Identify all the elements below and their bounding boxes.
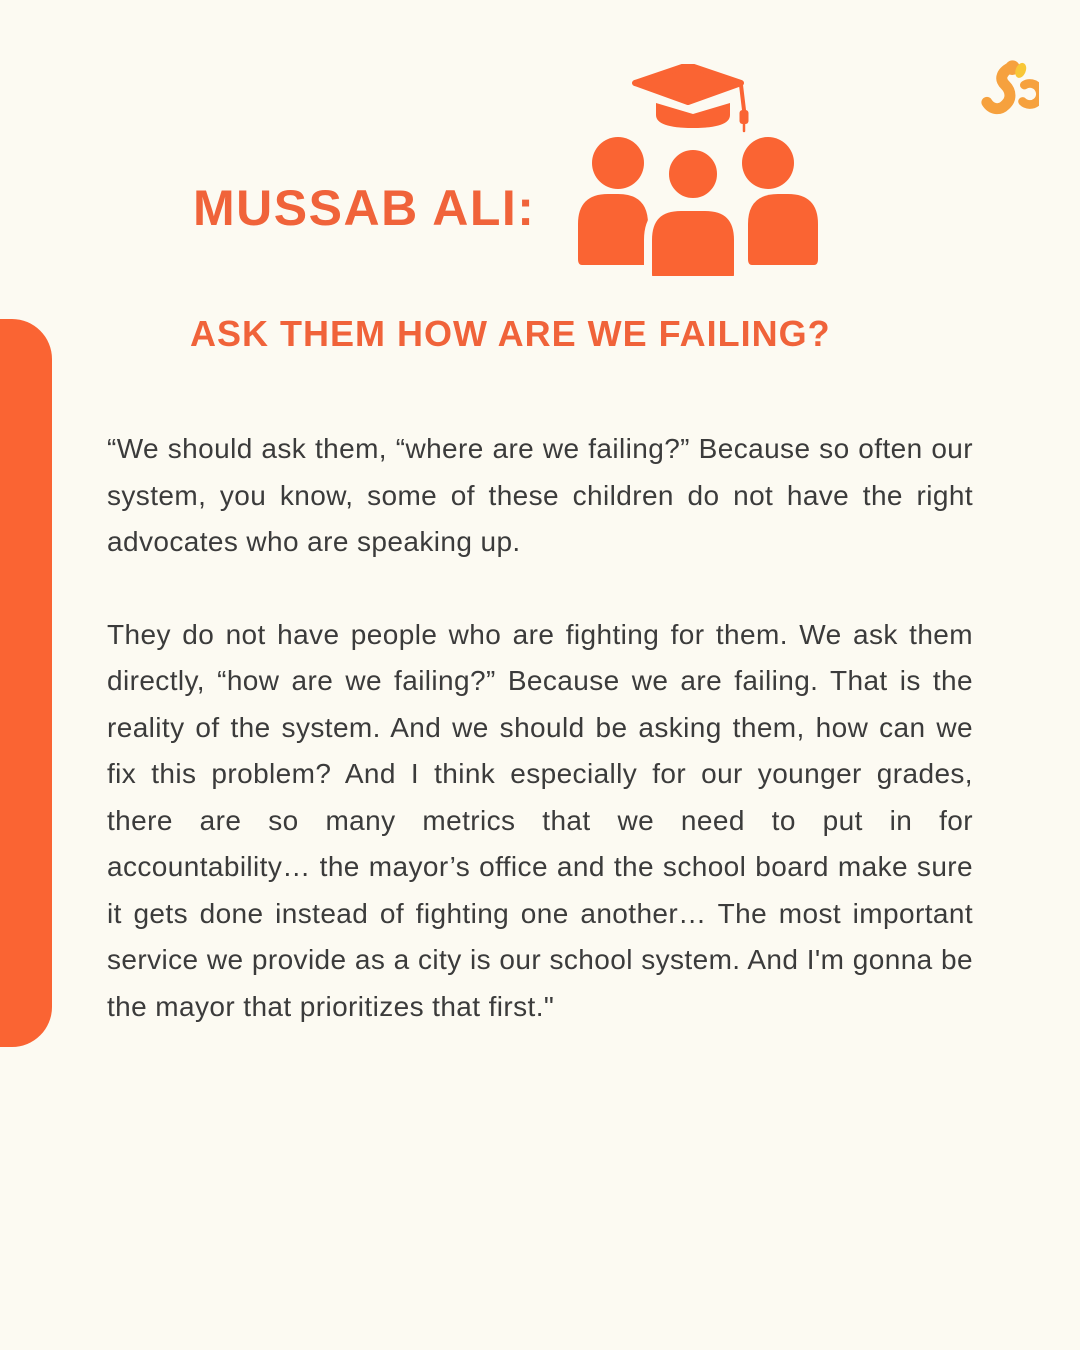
- quote-paragraph-2: They do not have people who are fighting for them. We ask them directly, “how are we failing?” Because we are failing. That is the reality of the system. And we should be asking them, how can we fix this problem? And I think especially for our younger grades, there are so many metrics that we need to put in for accountability… the mayor’s office and the school board make sure it gets done instead of fighting one another… The most important service we provide as a city is our school system. And I'm gonna be the mayor that prioritizes that first.": [107, 618, 973, 1022]
- quote-body: [107, 426, 973, 1030]
- students-graduation-icon: [578, 64, 818, 294]
- quote-paragraph-1: “We should ask them, “where are we failing?” Because so often our system, you know, some of these children do not have the right advocates who are speaking up.: [107, 433, 973, 557]
- subtitle: ASK THEM HOW ARE WE FAILING?: [190, 313, 831, 354]
- brand-logo-icon: [975, 58, 1039, 134]
- page-title: MUSSAB ALI:: [193, 180, 536, 236]
- left-accent-bar: [0, 319, 52, 1047]
